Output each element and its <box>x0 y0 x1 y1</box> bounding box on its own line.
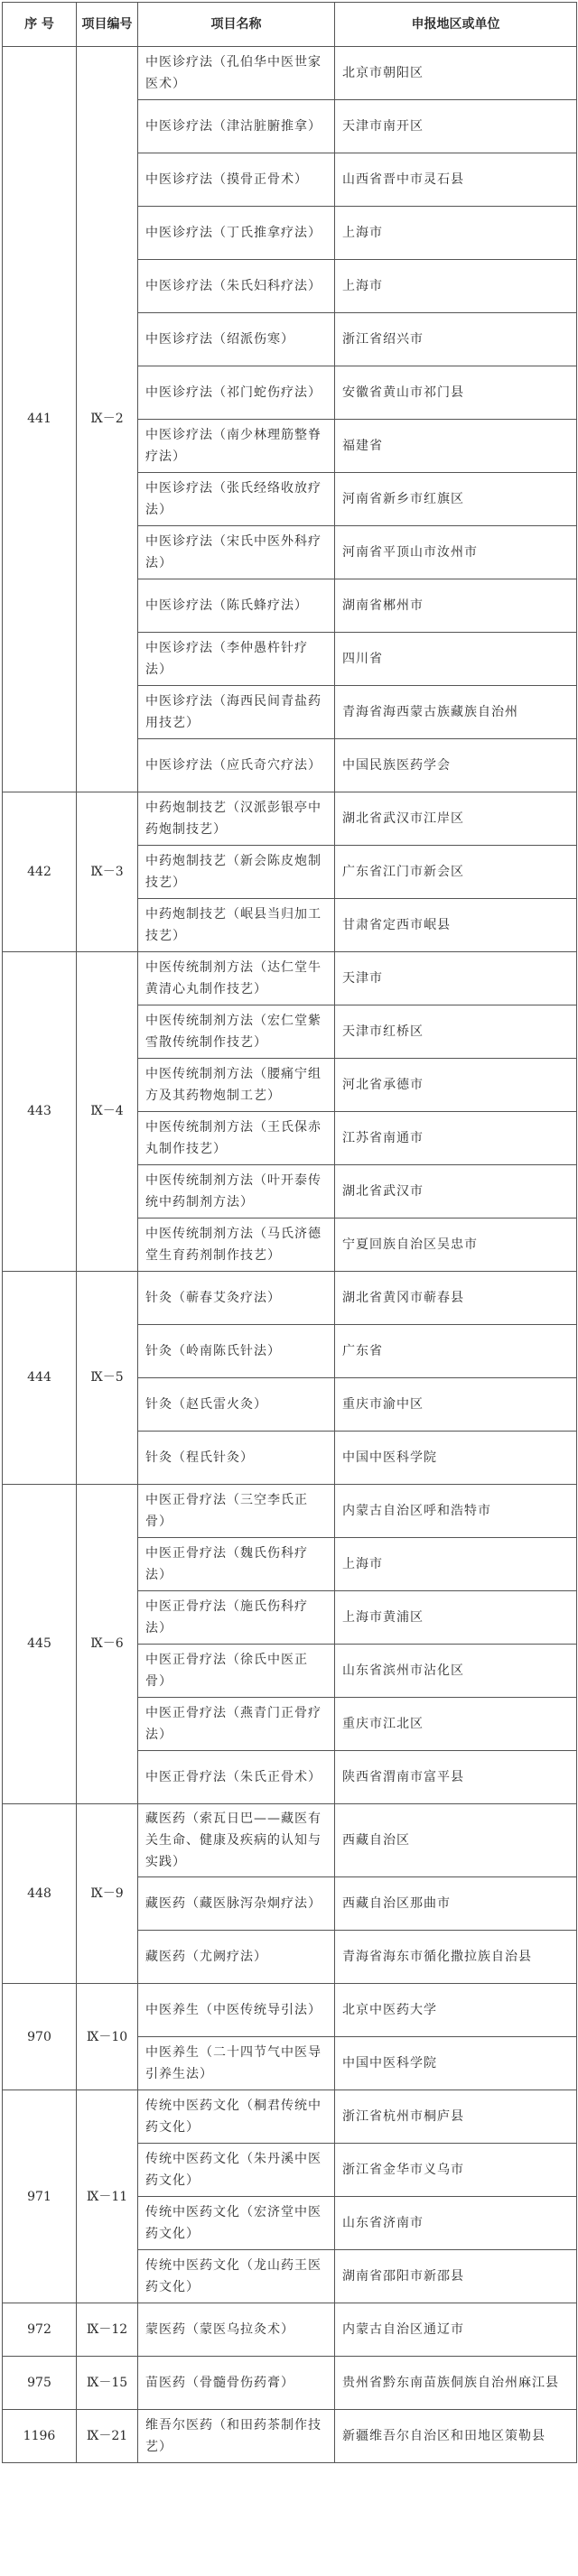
cell-applicant-unit: 江苏省南通市 <box>335 1112 577 1165</box>
cell-project-name: 中医传统制剂方法（王氏保赤丸制作技艺） <box>138 1112 335 1165</box>
cell-applicant-unit: 山西省晋中市灵石县 <box>335 153 577 207</box>
cell-applicant-unit: 上海市 <box>335 207 577 260</box>
cell-seq: 441 <box>3 47 77 792</box>
cell-project-name: 中医正骨疗法（徐氏中医正骨） <box>138 1645 335 1698</box>
project-list-table <box>2 2 577 2463</box>
cell-project-name: 苗医药（骨髓骨伤药膏） <box>138 2357 335 2410</box>
cell-applicant-unit: 山东省济南市 <box>335 2197 577 2250</box>
cell-code: Ⅸ－5 <box>77 1272 138 1485</box>
cell-project-name: 中医诊疗法（朱氏妇科疗法） <box>138 260 335 313</box>
cell-applicant-unit: 河南省平顶山市汝州市 <box>335 526 577 579</box>
cell-applicant-unit: 天津市南开区 <box>335 100 577 153</box>
cell-applicant-unit: 浙江省金华市义乌市 <box>335 2144 577 2197</box>
cell-code: Ⅸ－6 <box>77 1485 138 1804</box>
cell-project-name: 中医养生（中医传统导引法） <box>138 1984 335 2037</box>
cell-applicant-unit: 湖南省邵阳市新邵县 <box>335 2250 577 2303</box>
table-row <box>3 2090 577 2144</box>
cell-code: Ⅸ－4 <box>77 952 138 1272</box>
cell-code: Ⅸ－2 <box>77 47 138 792</box>
cell-project-name: 中医诊疗法（绍派伤寒） <box>138 313 335 366</box>
table-row <box>3 1984 577 2037</box>
cell-applicant-unit: 上海市 <box>335 260 577 313</box>
cell-project-name: 藏医药（索瓦日巴——藏医有关生命、健康及疾病的认知与实践） <box>138 1804 335 1877</box>
cell-project-name: 针灸（蕲春艾灸疗法） <box>138 1272 335 1325</box>
cell-applicant-unit: 湖北省黄冈市蕲春县 <box>335 1272 577 1325</box>
cell-project-name: 中医传统制剂方法（马氏济德堂生育药剂制作技艺） <box>138 1219 335 1272</box>
cell-applicant-unit: 北京市朝阳区 <box>335 47 577 100</box>
cell-applicant-unit: 中国中医科学院 <box>335 1432 577 1485</box>
cell-applicant-unit: 山东省滨州市沾化区 <box>335 1645 577 1698</box>
cell-project-name: 针灸（赵氏雷火灸） <box>138 1378 335 1432</box>
cell-project-name: 藏医药（尤阙疗法） <box>138 1931 335 1984</box>
table-row <box>3 2410 577 2463</box>
cell-code: Ⅸ－10 <box>77 1984 138 2090</box>
cell-project-name: 传统中医药文化（宏济堂中医药文化） <box>138 2197 335 2250</box>
cell-applicant-unit: 安徽省黄山市祁门县 <box>335 366 577 420</box>
cell-project-name: 中医诊疗法（南少林理筋整脊疗法） <box>138 420 335 473</box>
cell-project-name: 中医养生（二十四节气中医导引养生法） <box>138 2037 335 2090</box>
cell-project-name: 中医诊疗法（李仲愚杵针疗法） <box>138 633 335 686</box>
cell-code: Ⅸ－15 <box>77 2357 138 2410</box>
cell-applicant-unit: 青海省海东市循化撒拉族自治县 <box>335 1931 577 1984</box>
cell-applicant-unit: 湖北省武汉市 <box>335 1165 577 1219</box>
cell-project-name: 中医正骨疗法（魏氏伤科疗法） <box>138 1538 335 1591</box>
cell-seq: 445 <box>3 1485 77 1804</box>
cell-project-name: 中药炮制技艺（新会陈皮炮制技艺） <box>138 846 335 899</box>
cell-applicant-unit: 湖北省武汉市江岸区 <box>335 792 577 846</box>
header-unit: 申报地区或单位 <box>335 3 577 47</box>
cell-seq: 1196 <box>3 2410 77 2463</box>
cell-applicant-unit: 北京中医药大学 <box>335 1984 577 2037</box>
cell-applicant-unit: 广东省 <box>335 1325 577 1378</box>
cell-project-name: 中医诊疗法（宋氏中医外科疗法） <box>138 526 335 579</box>
cell-applicant-unit: 湖南省郴州市 <box>335 579 577 633</box>
cell-seq: 442 <box>3 792 77 952</box>
table-row <box>3 2357 577 2410</box>
cell-project-name: 蒙医药（蒙医乌拉灸术） <box>138 2303 335 2357</box>
cell-project-name: 中医传统制剂方法（宏仁堂紫雪散传统制作技艺） <box>138 1005 335 1059</box>
cell-project-name: 传统中医药文化（朱丹溪中医药文化） <box>138 2144 335 2197</box>
cell-applicant-unit: 中国民族医药学会 <box>335 739 577 792</box>
cell-seq: 975 <box>3 2357 77 2410</box>
cell-project-name: 维吾尔医药（和田药茶制作技艺） <box>138 2410 335 2463</box>
cell-project-name: 中医传统制剂方法（腰痛宁组方及其药物炮制工艺） <box>138 1059 335 1112</box>
cell-project-name: 针灸（程氏针灸） <box>138 1432 335 1485</box>
cell-applicant-unit: 上海市黄浦区 <box>335 1591 577 1645</box>
cell-project-name: 针灸（岭南陈氏针法） <box>138 1325 335 1378</box>
cell-applicant-unit: 陕西省渭南市富平县 <box>335 1751 577 1804</box>
cell-applicant-unit: 浙江省杭州市桐庐县 <box>335 2090 577 2144</box>
cell-applicant-unit: 福建省 <box>335 420 577 473</box>
cell-project-name: 中医诊疗法（孔伯华中医世家医术） <box>138 47 335 100</box>
cell-project-name: 中药炮制技艺（岷县当归加工技艺） <box>138 899 335 952</box>
cell-code: Ⅸ－9 <box>77 1804 138 1984</box>
cell-code: Ⅸ－21 <box>77 2410 138 2463</box>
header-seq: 序 号 <box>3 3 77 47</box>
table-body <box>3 47 577 2463</box>
cell-applicant-unit: 浙江省绍兴市 <box>335 313 577 366</box>
cell-project-name: 中医诊疗法（津沽脏腑推拿） <box>138 100 335 153</box>
cell-applicant-unit: 天津市红桥区 <box>335 1005 577 1059</box>
cell-applicant-unit: 中国中医科学院 <box>335 2037 577 2090</box>
cell-code: Ⅸ－3 <box>77 792 138 952</box>
table-row <box>3 1804 577 1877</box>
cell-applicant-unit: 重庆市渝中区 <box>335 1378 577 1432</box>
cell-project-name: 中医诊疗法（丁氏推拿疗法） <box>138 207 335 260</box>
cell-project-name: 中医正骨疗法（三空李氏正骨） <box>138 1485 335 1538</box>
cell-seq: 972 <box>3 2303 77 2357</box>
cell-applicant-unit: 西藏自治区那曲市 <box>335 1877 577 1931</box>
table-row <box>3 952 577 1005</box>
table-row <box>3 1272 577 1325</box>
cell-applicant-unit: 青海省海西蒙古族藏族自治州 <box>335 686 577 739</box>
cell-applicant-unit: 内蒙古自治区通辽市 <box>335 2303 577 2357</box>
cell-applicant-unit: 宁夏回族自治区吴忠市 <box>335 1219 577 1272</box>
cell-applicant-unit: 甘肃省定西市岷县 <box>335 899 577 952</box>
cell-applicant-unit: 西藏自治区 <box>335 1804 577 1877</box>
cell-project-name: 中医诊疗法（海西民间青盐药用技艺） <box>138 686 335 739</box>
cell-applicant-unit: 河南省新乡市红旗区 <box>335 473 577 526</box>
cell-code: Ⅸ－11 <box>77 2090 138 2303</box>
cell-code: Ⅸ－12 <box>77 2303 138 2357</box>
header-row <box>3 3 577 47</box>
cell-applicant-unit: 新疆维吾尔自治区和田地区策勒县 <box>335 2410 577 2463</box>
cell-applicant-unit: 上海市 <box>335 1538 577 1591</box>
header-name: 项目名称 <box>138 3 335 47</box>
cell-project-name: 传统中医药文化（桐君传统中药文化） <box>138 2090 335 2144</box>
cell-project-name: 中医诊疗法（应氏奇穴疗法） <box>138 739 335 792</box>
cell-project-name: 中医诊疗法（祁门蛇伤疗法） <box>138 366 335 420</box>
cell-project-name: 中药炮制技艺（汉派彭银亭中药炮制技艺） <box>138 792 335 846</box>
cell-project-name: 藏医药（藏医脉泻杂炯疗法） <box>138 1877 335 1931</box>
table-row <box>3 2303 577 2357</box>
cell-project-name: 中医诊疗法（摸骨正骨术） <box>138 153 335 207</box>
cell-applicant-unit: 重庆市江北区 <box>335 1698 577 1751</box>
cell-project-name: 中医诊疗法（张氏经络收放疗法） <box>138 473 335 526</box>
cell-applicant-unit: 四川省 <box>335 633 577 686</box>
cell-applicant-unit: 广东省江门市新会区 <box>335 846 577 899</box>
cell-seq: 443 <box>3 952 77 1272</box>
cell-project-name: 中医正骨疗法（朱氏正骨术） <box>138 1751 335 1804</box>
cell-seq: 971 <box>3 2090 77 2303</box>
table-header <box>3 3 577 47</box>
header-code: 项目编号 <box>77 3 138 47</box>
cell-seq: 970 <box>3 1984 77 2090</box>
cell-seq: 448 <box>3 1804 77 1984</box>
table-row <box>3 47 577 100</box>
cell-project-name: 中医正骨疗法（施氏伤科疗法） <box>138 1591 335 1645</box>
cell-seq: 444 <box>3 1272 77 1485</box>
cell-project-name: 中医传统制剂方法（叶开泰传统中药制剂方法） <box>138 1165 335 1219</box>
cell-project-name: 中医正骨疗法（燕青门正骨疗法） <box>138 1698 335 1751</box>
table-row <box>3 1485 577 1538</box>
cell-applicant-unit: 天津市 <box>335 952 577 1005</box>
cell-project-name: 中医诊疗法（陈氏蜂疗法） <box>138 579 335 633</box>
cell-applicant-unit: 内蒙古自治区呼和浩特市 <box>335 1485 577 1538</box>
table-row <box>3 792 577 846</box>
cell-project-name: 中医传统制剂方法（达仁堂牛黄清心丸制作技艺） <box>138 952 335 1005</box>
cell-project-name: 传统中医药文化（龙山药王医药文化） <box>138 2250 335 2303</box>
cell-applicant-unit: 贵州省黔东南苗族侗族自治州麻江县 <box>335 2357 577 2410</box>
cell-applicant-unit: 河北省承德市 <box>335 1059 577 1112</box>
